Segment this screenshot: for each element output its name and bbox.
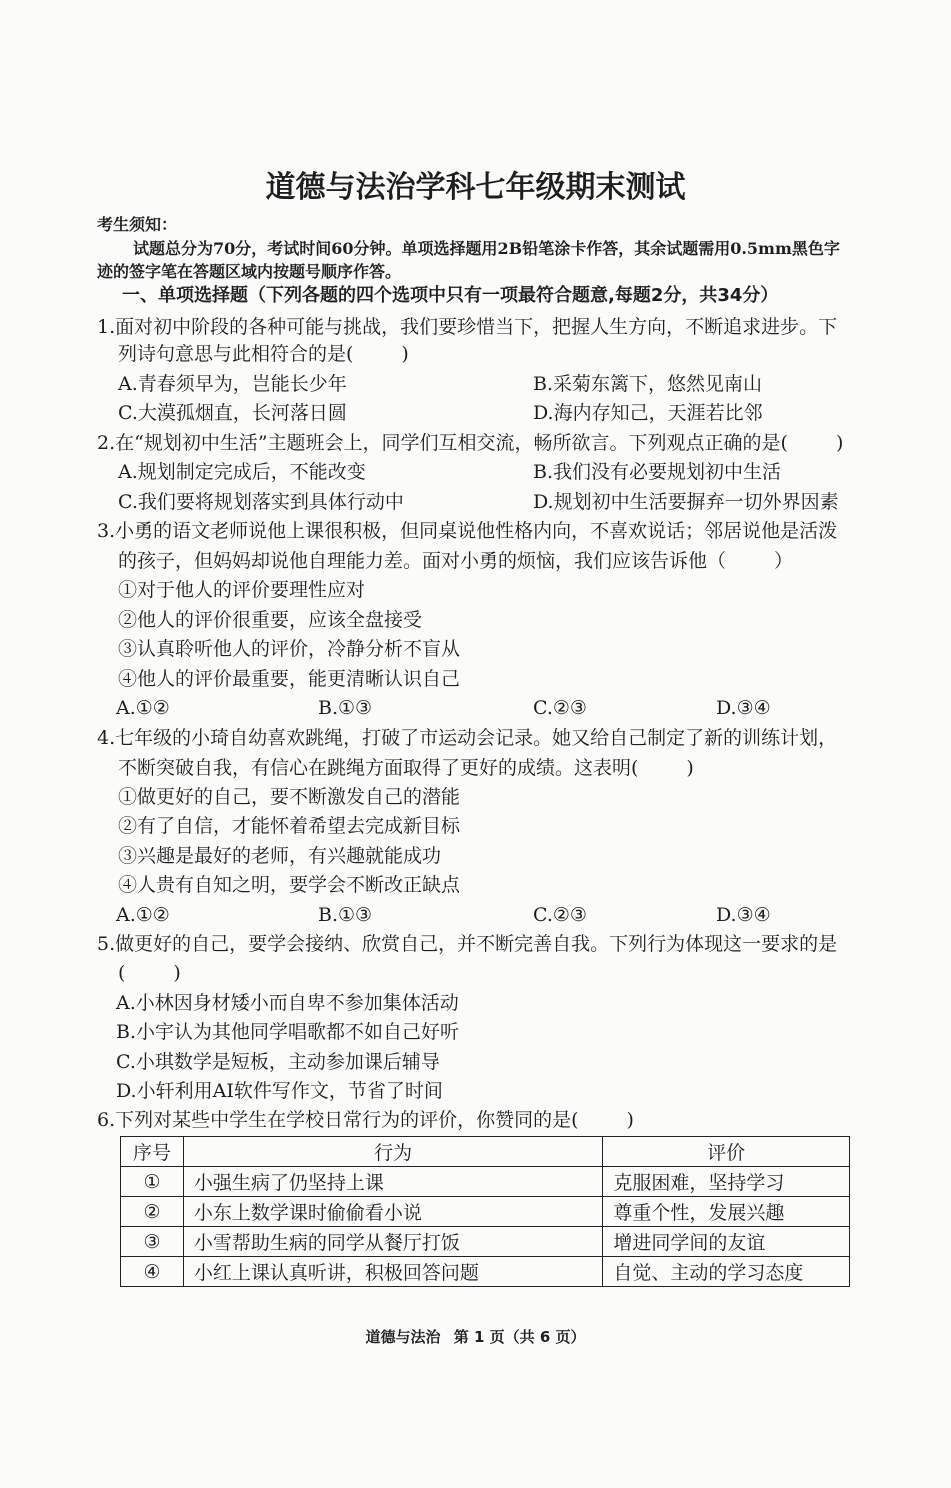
footer-subject: 道德与法治	[365, 1328, 441, 1346]
question-5-text: (	[118, 962, 126, 984]
question-4-option-a: A.①②	[116, 904, 170, 926]
table-cell: 克服困难，坚持学习	[603, 1167, 850, 1197]
evaluation-table	[120, 1136, 850, 1287]
question-2-option-b: B.我们没有必要规划初中生活	[533, 461, 782, 483]
question-4-option-c: C.②③	[533, 904, 587, 926]
question-3-option-a: A.①②	[116, 697, 170, 719]
answer-bracket: )	[173, 962, 181, 984]
notice-line: 迹的签字笔在答题区域内按题号顺序作答。	[97, 262, 402, 281]
question-6-stem	[97, 1107, 634, 1133]
question-5-option-c: C.小琪数学是短板，主动参加课后辅导	[116, 1051, 440, 1073]
question-2-stem	[97, 430, 843, 456]
question-2-text: 2.在“规划初中生活”主题班会上，同学们互相交流，畅所欲言。下列观点正确的是(	[97, 432, 788, 454]
question-3-option-d: D.③④	[716, 697, 771, 719]
table-cell: ③	[121, 1227, 184, 1257]
notice-line: 试题总分为70分，考试时间60分钟。单项选择题用2B铅笔涂卡作答，其余试题需用0.5mm黑色字	[133, 239, 840, 258]
question-4-stem: 4.七年级的小琦自幼喜欢跳绳，打破了市运动会记录。她又给自己制定了新的训练计划，	[97, 727, 838, 749]
answer-bracket: )	[401, 343, 409, 365]
question-4-option-d: D.③④	[716, 904, 771, 926]
notice-heading: 考生须知：	[97, 215, 178, 234]
footer-page-number: 第 1 页（共 6 页）	[453, 1328, 586, 1346]
answer-bracket: )	[686, 757, 694, 779]
table-cell: 增进同学间的友谊	[603, 1227, 850, 1257]
question-1-option-c: C.大漠孤烟直，长河落日圆	[118, 402, 347, 424]
column-header: 评价	[603, 1137, 850, 1167]
question-4-item: ④人贵有自知之明，要学会不断改正缺点	[118, 874, 461, 896]
question-3-text: 的孩子，但妈妈却说他自理能力差。面对小勇的烦恼，我们应该告诉他（	[118, 550, 727, 572]
answer-bracket: ）	[774, 550, 794, 572]
table-cell: ④	[121, 1257, 184, 1287]
question-3-option-b: B.①③	[318, 697, 373, 719]
question-3-item: ③认真聆听他人的评价，冷静分析不盲从	[118, 638, 461, 660]
question-3-item: ④他人的评价最重要，能更清晰认识自己	[118, 668, 461, 690]
table-row	[121, 1197, 850, 1227]
table-cell: 小强生病了仍坚持上课	[183, 1167, 602, 1197]
section-heading: 一、单项选择题（下列各题的四个选项中只有一项最符合题意,每题2分，共34分）	[122, 285, 779, 306]
table-cell: 小雪帮助生病的同学从餐厅打饭	[183, 1227, 602, 1257]
question-6-text: 6.下列对某些中学生在学校日常行为的评价，你赞同的是(	[97, 1109, 579, 1131]
question-2-option-a: A.规划制定完成后，不能改变	[118, 461, 366, 483]
table-row	[121, 1227, 850, 1257]
question-4-option-b: B.①③	[318, 904, 373, 926]
question-4-item: ③兴趣是最好的老师，有兴趣就能成功	[118, 845, 442, 867]
question-5-stem: 5.做更好的自己，要学会接纳、欣赏自己，并不断完善自我。下列行为体现这一要求的是	[97, 933, 838, 955]
table-header-row	[121, 1137, 850, 1167]
question-3-option-c: C.②③	[533, 697, 587, 719]
question-5-option-d: D.小轩利用AI软件写作文，节省了时间	[116, 1080, 443, 1102]
question-5-stem	[118, 960, 181, 986]
table-cell: ②	[121, 1197, 184, 1227]
question-1-stem: 1.面对初中阶段的各种可能与挑战，我们要珍惜当下，把握人生方向，不断追求进步。下	[97, 316, 838, 338]
question-1-option-d: D.海内存知己，天涯若比邻	[533, 402, 763, 424]
table-cell: 小红上课认真听讲，积极回答问题	[183, 1257, 602, 1287]
question-5-option-a: A.小林因身材矮小而自卑不参加集体活动	[116, 992, 459, 1014]
question-4-item: ②有了自信，才能怀着希望去完成新目标	[118, 815, 461, 837]
column-header: 序号	[121, 1137, 184, 1167]
question-2-option-c: C.我们要将规划落实到具体行动中	[118, 491, 404, 513]
answer-bracket: )	[835, 432, 844, 454]
table-cell: 小东上数学课时偷偷看小说	[183, 1197, 602, 1227]
question-1-stem	[118, 341, 409, 367]
question-1-option-b: B.采菊东篱下，悠然见南山	[533, 373, 763, 395]
question-3-stem: 3.小勇的语文老师说他上课很积极，但同桌说他性格内向，不喜欢说话；邻居说他是活泼	[97, 520, 838, 542]
question-2-option-d: D.规划初中生活要摒弃一切外界因素	[533, 491, 839, 513]
question-4-item: ①做更好的自己，要不断激发自己的潜能	[118, 786, 461, 808]
page-footer	[0, 1326, 951, 1348]
question-1-text: 列诗句意思与此相符合的是(	[118, 343, 354, 365]
question-4-stem	[118, 755, 694, 781]
question-3-item: ②他人的评价很重要，应该全盘接受	[118, 609, 423, 631]
question-3-item: ①对于他人的评价要理性应对	[118, 579, 366, 601]
table-row	[121, 1167, 850, 1197]
table-cell: 尊重个性，发展兴趣	[603, 1197, 850, 1227]
table-row	[121, 1257, 850, 1287]
question-5-option-b: B.小宇认为其他同学唱歌都不如自己好听	[116, 1021, 460, 1043]
page-title: 道德与法治学科七年级期末测试	[265, 170, 686, 205]
question-3-stem	[118, 548, 793, 574]
answer-bracket: )	[626, 1109, 634, 1131]
column-header: 行为	[183, 1137, 602, 1167]
table-cell: ①	[121, 1167, 184, 1197]
question-4-text: 不断突破自我，有信心在跳绳方面取得了更好的成绩。这表明(	[118, 757, 639, 779]
question-1-option-a: A.青春须早为，岂能长少年	[118, 373, 347, 395]
table-cell: 自觉、主动的学习态度	[603, 1257, 850, 1287]
